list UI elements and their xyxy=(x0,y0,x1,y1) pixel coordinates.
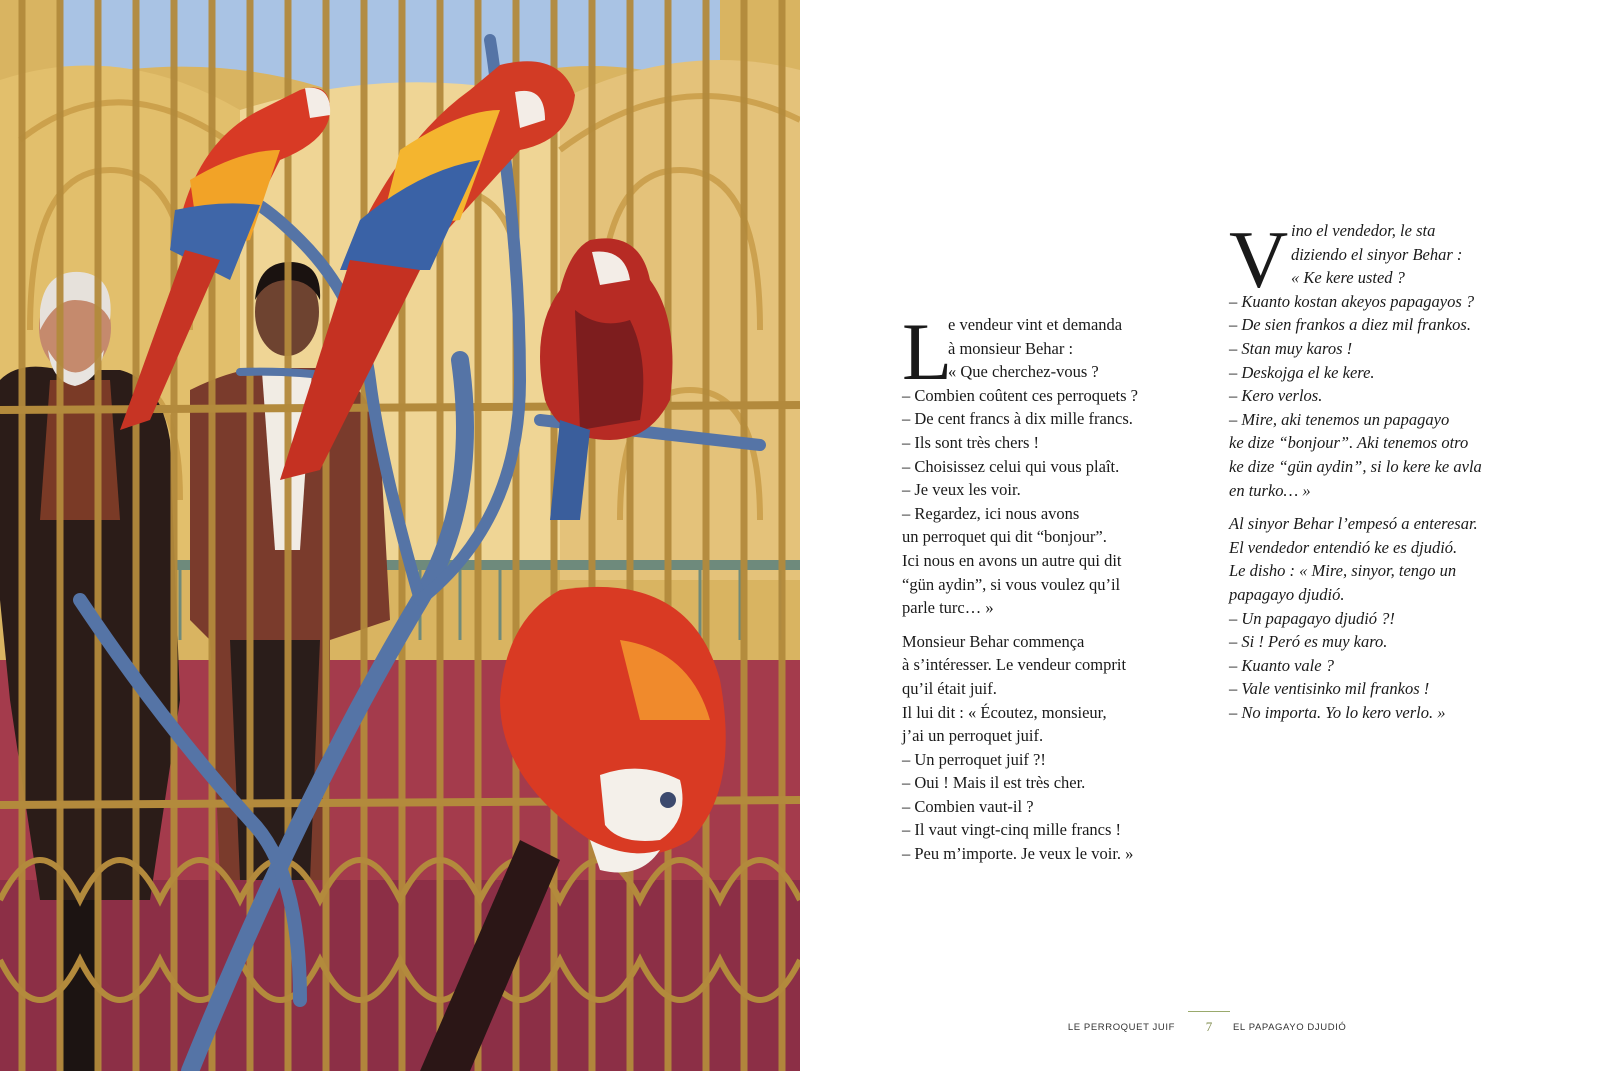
text-line: un perroquet qui dit “bonjour”. xyxy=(902,527,1107,547)
ladino-column xyxy=(1229,214,1529,734)
text-line: – Ils sont très chers ! xyxy=(902,432,1040,452)
text-line: qu’il était juif. xyxy=(902,678,997,698)
text-line: – Kuanto kostan akeyos papagayos ? xyxy=(1229,291,1475,311)
text-line: – Choisissez celui qui vous plaît. xyxy=(902,456,1120,476)
text-line: – Kuanto vale ? xyxy=(1229,655,1334,675)
text-line: – Combien coûtent ces perroquets ? xyxy=(902,385,1138,405)
text-line: Monsieur Behar commença xyxy=(902,631,1085,651)
text-line: ke dize “gün aydin”, si lo kere ke avla xyxy=(1229,456,1482,476)
running-title-french: LE PERROQUET JUIF xyxy=(1067,1022,1175,1033)
ladino-dropcap: V xyxy=(1229,214,1289,305)
text-line: – Regardez, ici nous avons xyxy=(902,503,1080,523)
french-dropcap: L xyxy=(902,306,953,397)
footer-rule xyxy=(1188,1011,1230,1012)
text-line: diziendo el sinyor Behar : xyxy=(1291,244,1463,264)
text-line: à s’intéresser. Le vendeur comprit xyxy=(902,655,1127,675)
text-line: Al sinyor Behar l’empesó a enteresar. xyxy=(1229,514,1478,534)
text-page xyxy=(800,0,1600,1071)
text-line: – Si ! Peró es muy karo. xyxy=(1229,632,1388,652)
text-line: – Mire, aki tenemos un papagayo xyxy=(1229,409,1450,429)
text-line: – Il vaut vingt-cinq mille francs ! xyxy=(902,820,1122,840)
running-title-ladino: EL PAPAGAYO DJUDIÓ xyxy=(1233,1022,1347,1033)
page-number: 7 xyxy=(1205,1019,1213,1034)
text-line: – Peu m’importe. Je veux le voir. » xyxy=(902,844,1134,864)
page-footer xyxy=(800,1011,1600,1041)
text-line: parle turc… » xyxy=(902,598,994,618)
text-line: – Deskojga el ke kere. xyxy=(1229,362,1375,382)
text-line: – Kero verlos. xyxy=(1229,386,1323,406)
french-column xyxy=(902,306,1202,876)
text-line: j’ai un perroquet juif. xyxy=(902,726,1044,746)
text-line: – Un papagayo djudió ?! xyxy=(1229,608,1395,628)
ladino-paragraph-2 xyxy=(1229,512,1529,724)
text-line: – No importa. Yo lo kero verlo. » xyxy=(1229,702,1446,722)
text-line: – Stan muy karos ! xyxy=(1229,338,1353,358)
text-line: Ici nous en avons un autre qui dit xyxy=(902,550,1122,570)
text-line: – De sien frankos a diez mil frankos. xyxy=(1229,315,1471,335)
text-line: à monsieur Behar : xyxy=(948,338,1074,358)
text-line: – Combien vaut-il ? xyxy=(902,796,1034,816)
text-line: ino el vendedor, le sta xyxy=(1291,221,1436,240)
text-line: ke dize “bonjour”. Aki tenemos otro xyxy=(1229,433,1469,453)
text-line: e vendeur vint et demanda xyxy=(948,315,1123,334)
text-line: en turko… » xyxy=(1229,480,1311,500)
text-line: – De cent francs à dix mille francs. xyxy=(902,409,1133,429)
text-line: Il lui dit : « Écoutez, monsieur, xyxy=(902,702,1107,722)
text-line: El vendedor entendió ke es djudió. xyxy=(1229,537,1458,557)
text-line: – Vale ventisinko mil frankos ! xyxy=(1229,679,1430,699)
text-line: – Oui ! Mais il est très cher. xyxy=(902,773,1086,793)
text-line: papagayo djudió. xyxy=(1229,584,1345,604)
french-paragraph-2 xyxy=(902,630,1202,866)
text-line: – Je veux les voir. xyxy=(902,480,1021,500)
text-line: « Que cherchez-vous ? xyxy=(948,362,1099,382)
text-line: « Ke kere usted ? xyxy=(1291,268,1405,288)
text-line: – Un perroquet juif ?! xyxy=(902,749,1046,769)
text-line: “gün aydin”, si vous voulez qu’il xyxy=(902,574,1121,594)
text-line: Le disho : « Mire, sinyor, tengo un xyxy=(1229,561,1457,581)
